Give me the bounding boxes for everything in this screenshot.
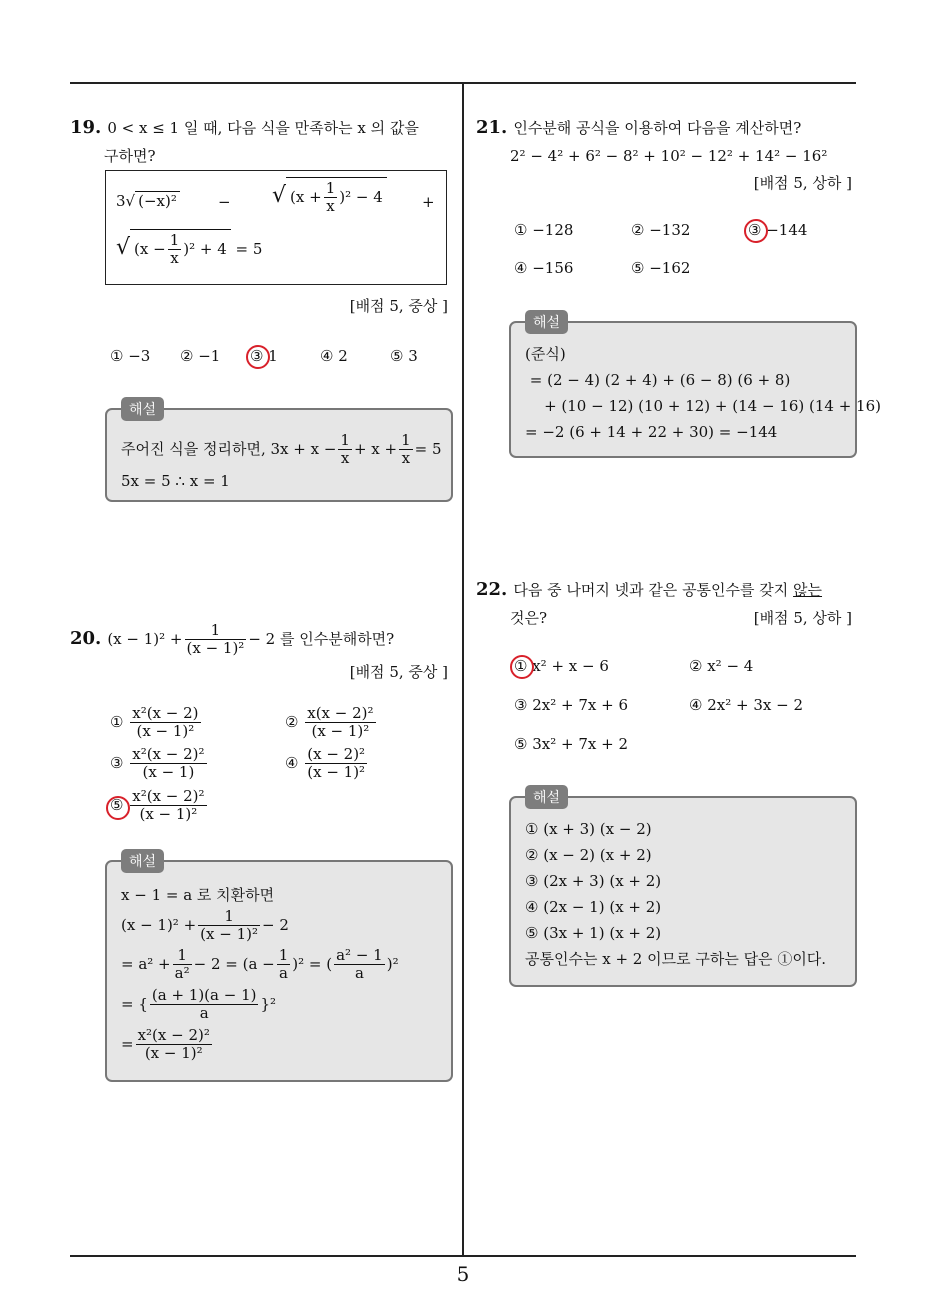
choice-21-5[interactable]: ⑤ −162 [631, 259, 691, 277]
answer-circle-mark [744, 219, 768, 243]
choice-20-1[interactable]: ① $\frac{\text{x²(x − 2)}}{\text{(x − 1)²}}$ [110, 704, 199, 741]
answer-circle-mark [106, 796, 130, 820]
question-text: 0 < x ≤ 1 일 때, 다음 식을 만족하는 x 의 값을 [107, 119, 419, 137]
choice-21-3[interactable]: ③ −144 [748, 221, 807, 239]
question-22: 22. 다음 중 나머지 넷과 같은 공통인수를 갖지 않는 것은? [배점 5, 상하 ] [476, 576, 856, 632]
question-number: 22. [476, 579, 508, 600]
choice-20-5[interactable]: ⑤ $\frac{\text{x²(x − 2)²}}{\text{(x − 1)²}}$ [110, 788, 209, 824]
solution-box-21: 해설 (준식) = (2 − 4) (2 + 4) + (6 − 8) (6 + 8) + (10 − 12) (10 + 12) + (14 − 16) (14 + 16) = −2 (6 + 14 + 22 + 30) = −144 [509, 321, 857, 458]
choice-21-2[interactable]: ② −132 [631, 221, 691, 239]
question-21 [476, 114, 856, 196]
score-21: [배점 5, 상하 ] [753, 174, 852, 192]
question-19 [70, 114, 452, 170]
choice-19-2[interactable]: ② −1 [180, 347, 221, 365]
choice-20-3[interactable]: ③ $\frac{\text{x²(x − 2)²}}{(x - 1)}$ [110, 745, 205, 782]
question-number: 21. [476, 117, 508, 138]
column-divider [462, 84, 464, 1256]
choice-21-1[interactable]: ① −128 [514, 221, 574, 239]
bottom-rule [70, 1255, 856, 1257]
choice-22-5[interactable]: ⑤ 3x² + 7x + 2 [514, 735, 628, 753]
question-20: 20. (x − 1)² + $\frac{1}{\text{(x − 1)²}}$ − 2 를 인수분해하면? [70, 621, 395, 658]
solution-tag: 해설 [525, 310, 568, 334]
choice-19-4[interactable]: ④ 2 [320, 347, 348, 365]
choice-20-2[interactable]: ② $\frac{\text{x(x − 2)²}}{\text{(x − 1)²}}$ [285, 704, 374, 741]
choice-19-3[interactable]: ③ 1 [250, 347, 278, 365]
answer-circle-mark [510, 655, 534, 679]
score-20: [배점 5, 중상 ] [349, 663, 448, 681]
solution-box-19: 해설 주어진 식을 정리하면, 3x + x − $\frac{1}{x}$ + x + $\frac{1}{x}$ = 5 5x = 5 ∴ x = 1 [105, 408, 453, 502]
question-number: 20. [70, 627, 102, 649]
page-number: 5 [456, 1262, 470, 1286]
choice-19-1[interactable]: ① −3 [110, 347, 151, 365]
solution-tag: 해설 [121, 849, 164, 873]
choice-22-3[interactable]: ③ 2x² + 7x + 6 [514, 696, 628, 714]
solution-box-20: 해설 x − 1 = a 로 치환하면 (x − 1)² + $\frac{1}{\text{(x − 1)²}}$ − 2 = a² + $\frac{1}{\text{a²}}$ − 2 = (a − $\frac{1}{a}$ )² = ( $\frac{\text{a² − 1}}{a}$ )² = { $\frac{(a + 1)(a - 1)}{a}$ }² = $\frac{\text{x²(x − 2)²}}{\text{(x − 1)²}}$ [105, 860, 453, 1082]
question-text: 인수분해 공식을 이용하여 다음을 계산하면? [513, 119, 802, 137]
choice-21-4[interactable]: ④ −156 [514, 259, 574, 277]
question-number: 19. [70, 117, 102, 138]
answer-circle-mark [246, 345, 270, 369]
choice-22-4[interactable]: ④ 2x² + 3x − 2 [689, 696, 803, 714]
score-22: [배점 5, 상하 ] [753, 609, 852, 627]
emphasis-underline: 않는 [793, 581, 823, 599]
choice-22-2[interactable]: ② x² − 4 [689, 657, 754, 675]
choice-19-5[interactable]: ⑤ 3 [390, 347, 418, 365]
question-text-2: 구하면? [104, 147, 156, 165]
equation-box: 3√ (−x)² − √ (x + $\frac{1}{x}$ )² − 4 + √ (x − $\frac{1}{x}$ )² + 4 = 5 [105, 170, 447, 285]
score-19: [배점 5, 중상 ] [349, 297, 448, 315]
solution-tag: 해설 [525, 785, 568, 809]
solution-box-22: 해설 ① (x + 3) (x − 2) ② (x − 2) (x + 2) ③ (2x + 3) (x + 2) ④ (2x − 1) (x + 2) ⑤ (3x + 1) (x + 2) 공통인수는 x + 2 이므로 구하는 답은 ①이다. [509, 796, 857, 987]
choice-22-1[interactable]: ① x² + x − 6 [514, 657, 609, 675]
choice-20-4[interactable]: ④ $\frac{\text{(x − 2)²}}{\text{(x − 1)²}}$ [285, 745, 366, 782]
question-expression: 2² − 4² + 6² − 8² + 10² − 12² + 14² − 16² [510, 147, 828, 165]
solution-tag: 해설 [121, 397, 164, 421]
